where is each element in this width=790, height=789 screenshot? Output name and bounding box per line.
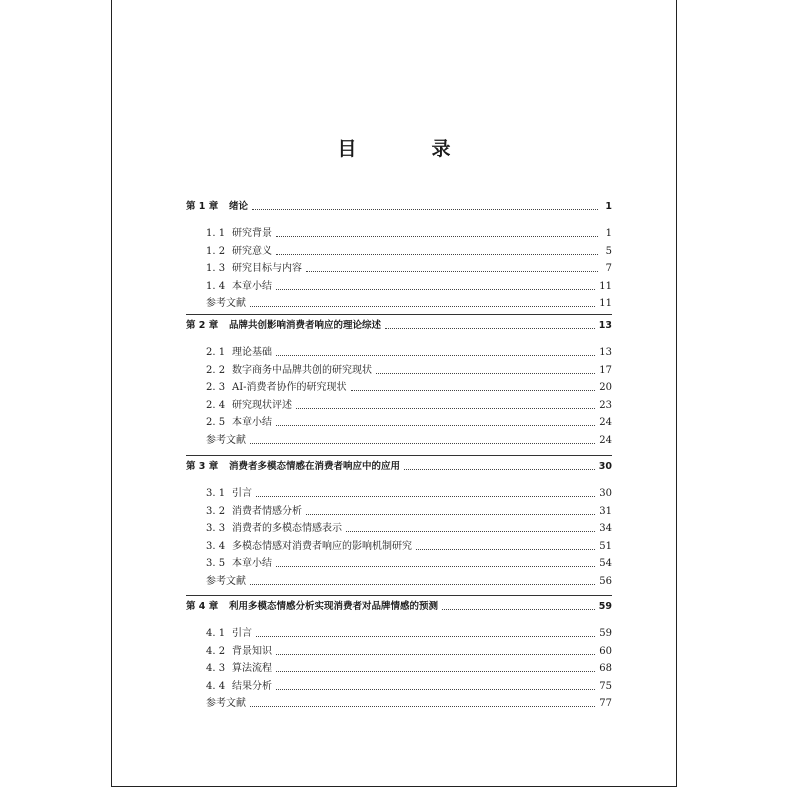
chapter-heading-page-number: 13 — [598, 320, 612, 331]
chapter-heading — [186, 319, 612, 333]
chapter-divider — [186, 314, 612, 315]
toc-section-entry-number: 2. 2 — [206, 364, 226, 376]
toc-section-entry — [186, 399, 612, 413]
dot-leader — [276, 565, 595, 567]
toc-section-entry-number: 3. 4 — [206, 540, 226, 552]
toc-section-entry-page-number: 7 — [605, 263, 612, 275]
toc-section-entry-title: 研究背景 — [232, 228, 272, 239]
toc-section-entry-title: 本章小结 — [232, 558, 272, 570]
toc-section-entry-title: 算法流程 — [232, 663, 272, 675]
toc-section-entry — [186, 416, 612, 430]
dot-leader — [256, 635, 595, 637]
toc-section-entry — [186, 487, 612, 501]
toc-section-entry-number: 1. 4 — [206, 280, 226, 292]
chapter-heading-page-number: 59 — [598, 601, 612, 612]
toc-section-entry-number: 1. 3 — [206, 263, 226, 275]
toc-section-entry — [186, 540, 612, 554]
dot-leader — [276, 688, 595, 690]
chapter-heading-number: 第 4 章 — [186, 601, 219, 612]
toc-section-entry-title: AI-消费者协作的研究现状 — [232, 382, 347, 394]
toc-section-entry — [186, 364, 612, 378]
toc-section-entry-title: 数字商务中品牌共创的研究现状 — [232, 364, 372, 376]
toc-section-entry — [186, 522, 612, 536]
toc-section-entry — [186, 280, 612, 294]
toc-section-entry-title: 研究意义 — [232, 245, 272, 257]
chapter-divider — [186, 595, 612, 596]
dot-leader — [256, 495, 595, 497]
toc-section-entry-page-number: 5 — [605, 245, 612, 257]
toc-section-entry-page-number: 75 — [599, 680, 612, 692]
toc-section-entry-title: 理论基础 — [232, 347, 272, 358]
toc-section-entry-number: 1. 1 — [206, 228, 226, 239]
toc-section-entry-number: 3. 5 — [206, 558, 226, 570]
references-entry-page-number: 56 — [599, 576, 612, 587]
chapter-heading-number: 第 3 章 — [186, 461, 219, 472]
toc-section-entry-title: 本章小结 — [232, 417, 272, 429]
chapter-heading-page-number: 1 — [605, 201, 612, 212]
toc-section-entry — [186, 227, 612, 241]
toc-section-entry-page-number: 34 — [599, 523, 612, 535]
references-entry-title: 参考文献 — [206, 576, 246, 587]
toc-section-entry-number: 3. 1 — [206, 488, 226, 499]
toc-section-entry-number: 2. 1 — [206, 347, 226, 358]
toc-section-entry-number: 1. 2 — [206, 245, 226, 257]
toc-section-entry-page-number: 24 — [599, 417, 612, 429]
dot-leader — [252, 208, 598, 210]
toc-section-entry-number: 2. 3 — [206, 382, 226, 394]
toc-section-entry-page-number: 68 — [599, 663, 612, 675]
dot-leader — [250, 705, 595, 707]
toc-section-entry — [186, 680, 612, 694]
toc-section-entry-title: 结果分析 — [232, 680, 272, 692]
toc-section-entry-number: 4. 2 — [206, 645, 226, 657]
chapter-heading-title: 消费者多模态情感在消费者响应中的应用 — [229, 461, 401, 472]
dot-leader — [250, 583, 595, 585]
toc-section-entry-page-number: 11 — [599, 280, 612, 292]
dot-leader — [250, 442, 595, 444]
dot-leader — [416, 548, 595, 550]
toc-section-entry-page-number: 31 — [599, 505, 612, 517]
chapter-heading-title: 利用多模态情感分析实现消费者对品牌情感的预测 — [229, 601, 439, 612]
dot-leader — [376, 372, 595, 374]
chapter-heading — [186, 200, 612, 214]
toc-section-entry-number: 2. 5 — [206, 417, 226, 429]
toc-section-entry-number: 3. 2 — [206, 505, 226, 517]
toc-section-entry — [186, 262, 612, 276]
chapter-heading-title: 绪论 — [229, 201, 249, 212]
toc-section-entry-number: 4. 1 — [206, 628, 226, 639]
dot-leader — [296, 407, 595, 409]
toc-section-entry-title: 背景知识 — [232, 645, 272, 657]
toc-section-entry-title: 研究现状评述 — [232, 399, 292, 411]
references-entry-title: 参考文献 — [206, 298, 246, 310]
dot-leader — [276, 653, 595, 655]
toc-section-entry-title: 本章小结 — [232, 280, 272, 292]
dot-leader — [276, 235, 598, 237]
dot-leader — [306, 513, 595, 515]
toc-section-entry-page-number: 17 — [599, 364, 612, 376]
toc-section-entry-number: 4. 3 — [206, 663, 226, 675]
toc-section-entry — [186, 381, 612, 395]
references-entry — [186, 297, 612, 311]
toc-section-entry-page-number: 23 — [599, 399, 612, 411]
toc-section-entry-page-number: 59 — [599, 628, 612, 639]
toc-section-entry-title: 消费者情感分析 — [232, 505, 302, 517]
dot-leader — [306, 270, 598, 272]
references-entry — [186, 575, 612, 589]
chapter-heading-page-number: 30 — [598, 461, 612, 472]
chapter-heading-number: 第 1 章 — [186, 201, 219, 212]
toc-section-entry-title: 引言 — [232, 628, 252, 639]
toc-section-entry-title: 引言 — [232, 488, 252, 499]
toc-section-entry-page-number: 30 — [599, 488, 612, 499]
toc-title: 目 录 — [337, 138, 479, 160]
toc-section-entry-number: 3. 3 — [206, 523, 226, 535]
chapter-heading — [186, 460, 612, 474]
toc-section-entry — [186, 662, 612, 676]
toc-section-entry-title: 消费者的多模态情感表示 — [232, 523, 342, 535]
toc-section-entry-number: 2. 4 — [206, 399, 226, 411]
references-entry — [186, 697, 612, 711]
toc-section-entry-page-number: 60 — [599, 645, 612, 657]
dot-leader — [276, 288, 595, 290]
toc-section-entry-number: 4. 4 — [206, 680, 226, 692]
toc-section-entry — [186, 645, 612, 659]
toc-section-entry-title: 研究目标与内容 — [232, 263, 302, 275]
dot-leader — [250, 305, 595, 307]
references-entry-title: 参考文献 — [206, 698, 246, 710]
toc-section-entry-page-number: 54 — [599, 558, 612, 570]
references-entry-page-number: 77 — [599, 698, 612, 710]
dot-leader — [346, 530, 595, 532]
dot-leader — [442, 608, 595, 610]
dot-leader — [276, 354, 595, 356]
chapter-divider — [186, 455, 612, 456]
toc-section-entry — [186, 557, 612, 571]
references-entry — [186, 434, 612, 448]
dot-leader — [276, 253, 598, 255]
dot-leader — [404, 468, 595, 470]
dot-leader — [276, 670, 595, 672]
dot-leader — [385, 327, 595, 329]
toc-section-entry-page-number: 1 — [605, 228, 612, 239]
chapter-heading-title: 品牌共创影响消费者响应的理论综述 — [229, 320, 382, 331]
toc-section-entry — [186, 505, 612, 519]
toc-section-entry — [186, 627, 612, 641]
references-entry-page-number: 11 — [599, 298, 612, 310]
toc-section-entry-page-number: 20 — [599, 382, 612, 394]
toc-section-entry-page-number: 51 — [599, 540, 612, 552]
toc-section-entry-title: 多模态情感对消费者响应的影响机制研究 — [232, 540, 412, 552]
dot-leader — [351, 389, 596, 391]
dot-leader — [276, 424, 595, 426]
chapter-heading — [186, 600, 612, 614]
references-entry-page-number: 24 — [599, 435, 612, 446]
toc-section-entry — [186, 245, 612, 259]
toc-section-entry — [186, 346, 612, 360]
references-entry-title: 参考文献 — [206, 435, 246, 446]
chapter-heading-number: 第 2 章 — [186, 320, 219, 331]
toc-section-entry-page-number: 13 — [599, 347, 612, 358]
